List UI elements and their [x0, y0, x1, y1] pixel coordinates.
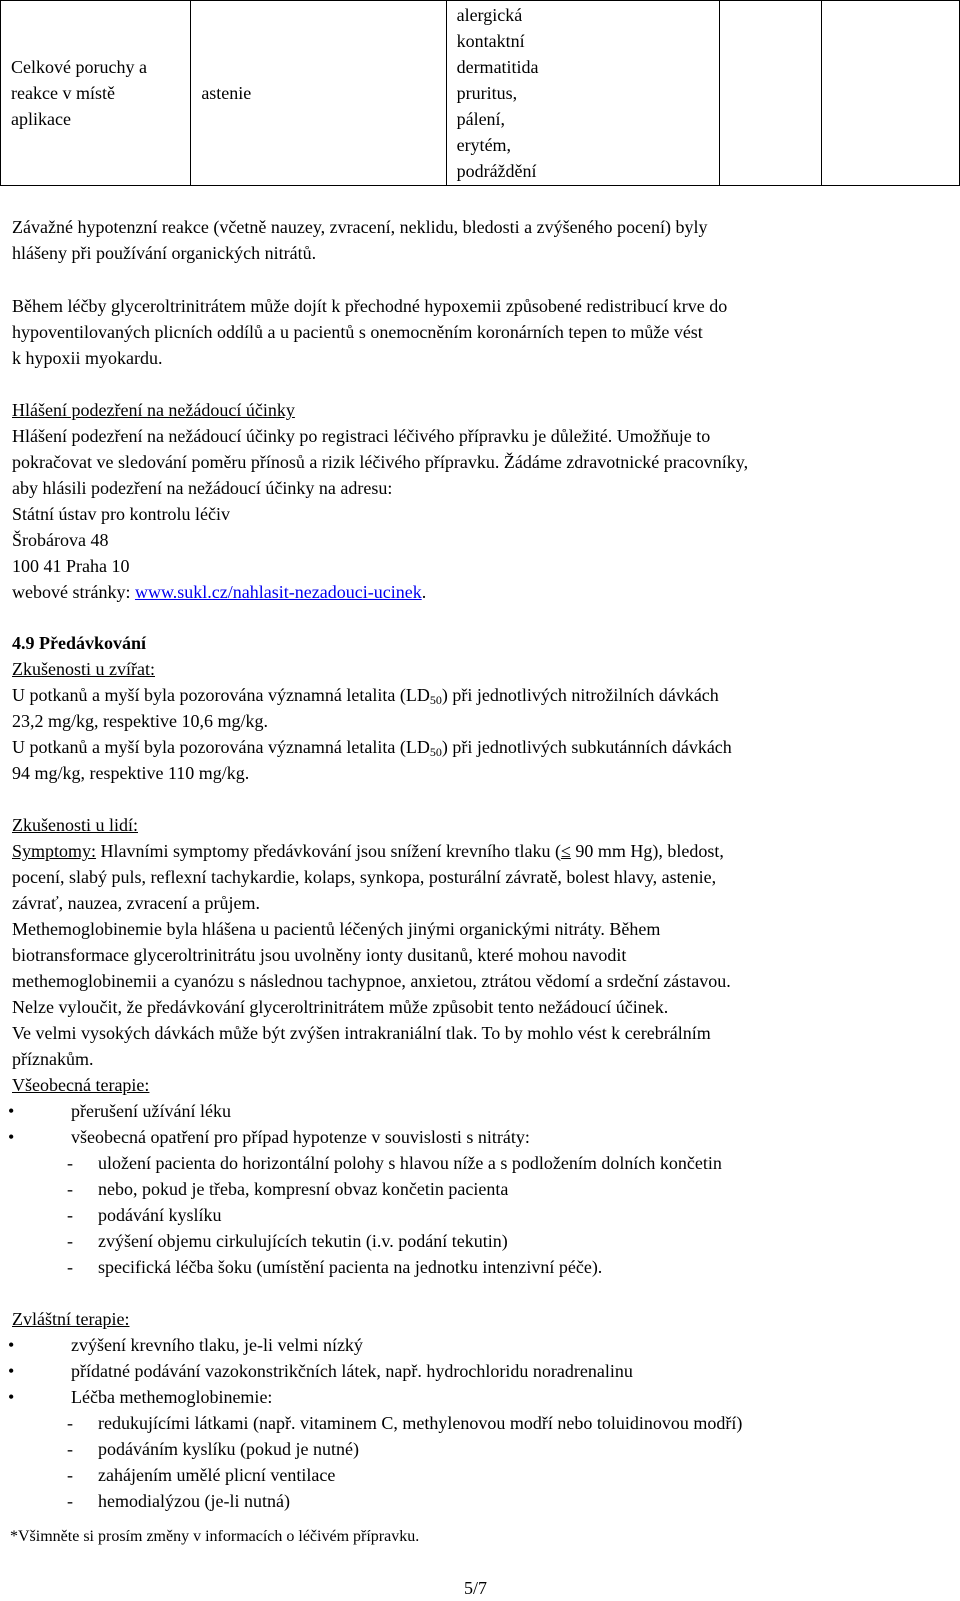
- table-row: [1, 1, 960, 186]
- reporting-web-line: webové stránky: www.sukl.cz/nahlasit-nezadouci-ucinek.: [12, 582, 427, 602]
- dash-icon: -: [67, 1413, 73, 1433]
- paragraph-line: závrať, nauzea, zvracení a průjem.: [12, 893, 261, 913]
- table-cell-col5: [821, 1, 959, 186]
- list-item: hemodialýzou (je-li nutná): [98, 1491, 290, 1511]
- list-item: přerušení užívání léku: [71, 1101, 231, 1121]
- list-item: redukujícími látkami (např. vitaminem C, methylenovou modří nebo toluidinovou modří): [98, 1413, 743, 1433]
- paragraph-line: k hypoxii myokardu.: [12, 348, 163, 368]
- list-item: zvýšení krevního tlaku, je-li velmi nízký: [71, 1335, 363, 1355]
- footer-note: *Všimněte si prosím změny v informacích o léčivém přípravku.: [10, 1528, 420, 1545]
- bullet-icon: •: [8, 1335, 15, 1355]
- paragraph-line: Nelze vyloučit, že předávkování glyceroltrinitrátem může způsobit tento nežádoucí účinek.: [12, 997, 669, 1017]
- general-therapy-heading: Všeobecná terapie:: [12, 1075, 150, 1095]
- paragraph-line: 23,2 mg/kg, respektive 10,6 mg/kg.: [12, 711, 268, 731]
- paragraph-line: 94 mg/kg, respektive 110 mg/kg.: [12, 763, 250, 783]
- paragraph-line: hypoventilovaných plicních oddílů a u pacientů s onemocněním koronárních tepen to může vést: [12, 322, 703, 342]
- dash-icon: -: [67, 1257, 73, 1277]
- paragraph-line: Methemoglobinemie byla hlášena u pacientů léčených jinými organickými nitráty. Během: [12, 919, 661, 939]
- bullet-icon: •: [8, 1127, 15, 1147]
- humans-heading: Zkušenosti u lidí:: [12, 815, 138, 835]
- paragraph-line: pocení, slabý puls, reflexní tachykardie, kolaps, synkopa, posturální závratě, bolest hlavy, astenie,: [12, 867, 717, 887]
- list-item: Léčba methemoglobinemie:: [71, 1387, 273, 1407]
- dash-icon: -: [67, 1231, 73, 1251]
- list-item: podáváním kyslíku (pokud je nutné): [98, 1439, 359, 1459]
- page-number: 5/7: [464, 1578, 488, 1598]
- table-cell-col4: [720, 1, 822, 186]
- paragraph-line: U potkanů a myší byla pozorována významná letalita $(LD_{50})$ při jednotlivých nitrožilních dávkách: [12, 685, 719, 707]
- list-item: zvýšení objemu cirkulujících tekutin (i.v. podání tekutin): [98, 1231, 508, 1251]
- reporting-line: pokračovat ve sledování poměru přínosů a rizik léčivého přípravku. Žádáme zdravotnické pracovníky,: [12, 452, 749, 472]
- dash-icon: -: [67, 1465, 73, 1485]
- paragraph-line: příznakům.: [12, 1049, 94, 1069]
- list-item: všeobecná opatření pro případ hypotenze v souvislosti s nitráty:: [71, 1127, 530, 1147]
- list-item: specifická léčba šoku (umístění pacienta na jednotku intenzivní péče).: [98, 1257, 603, 1277]
- bullet-icon: •: [8, 1361, 15, 1381]
- dash-icon: -: [67, 1439, 73, 1459]
- table-cell-category: Celkové poruchy a reakce v místě aplikace: [1, 1, 191, 186]
- dash-icon: -: [67, 1179, 73, 1199]
- dash-icon: -: [67, 1153, 73, 1173]
- reporting-line: Státní ústav pro kontrolu léčiv: [12, 504, 230, 524]
- paragraph-line: hlášeny při používání organických nitrátů.: [12, 243, 317, 263]
- list-item: nebo, pokud je třeba, kompresní obvaz končetin pacienta: [98, 1179, 509, 1199]
- table-cell-col2: astenie: [191, 1, 446, 186]
- symptoms-line: Symptomy: Hlavními symptomy předávkování jsou snížení krevního tlaku (≤ 90 mm Hg), bledost,: [12, 841, 724, 861]
- paragraph-line: methemoglobinemii a cyanózu s následnou tachypnoe, anxietou, ztrátou vědomí a srdeční zástavou.: [12, 971, 731, 991]
- reporting-line: Šrobárova 48: [12, 530, 109, 550]
- paragraph-line: U potkanů a myší byla pozorována významná letalita $(LD_{50})$ při jednotlivých subkutánních dávkách: [12, 737, 732, 759]
- reporting-web-link[interactable]: www.sukl.cz/nahlasit-nezadouci-ucinek: [134, 582, 422, 602]
- paragraph-line: Závažné hypotenzní reakce (včetně nauzey, zvracení, neklidu, bledosti a zvýšeného pocení) byly: [12, 217, 708, 237]
- paragraph-line: Během léčby glyceroltrinitrátem může dojít k přechodné hypoxemii způsobené redistribucí krve do: [12, 296, 728, 316]
- list-item: zahájením umělé plicní ventilace: [98, 1465, 336, 1485]
- adverse-effects-table: [0, 0, 960, 186]
- paragraph-line: biotransformace glyceroltrinitrátu jsou uvolněny ionty dusitanů, které mohou navodit: [12, 945, 627, 965]
- reporting-heading: Hlášení podezření na nežádoucí účinky: [12, 400, 295, 420]
- table-cell-col3: alergická kontaktní dermatitida pruritus, pálení, erytém, podráždění: [446, 1, 719, 186]
- bullet-icon: •: [8, 1101, 15, 1121]
- bullet-icon: •: [8, 1387, 15, 1407]
- dash-icon: -: [67, 1205, 73, 1225]
- paragraph-line: Ve velmi vysokých dávkách může být zvýšen intrakraniální tlak. To by mohlo vést k cerebrálním: [12, 1023, 711, 1043]
- reporting-line: Hlášení podezření na nežádoucí účinky po registraci léčivého přípravku je důležité. Umožňuje to: [12, 426, 711, 446]
- special-therapy-heading: Zvláštní terapie:: [12, 1309, 130, 1329]
- section-heading: 4.9 Předávkování: [12, 633, 147, 653]
- reporting-line: 100 41 Praha 10: [12, 556, 130, 576]
- list-item: podávání kyslíku: [98, 1205, 222, 1225]
- list-item: přídatné podávání vazokonstrikčních látek, např. hydrochloridu noradrenalinu: [71, 1361, 633, 1381]
- dash-icon: -: [67, 1491, 73, 1511]
- reporting-line: aby hlásili podezření na nežádoucí účinky na adresu:: [12, 478, 393, 498]
- animals-heading: Zkušenosti u zvířat:: [12, 659, 155, 679]
- list-item: uložení pacienta do horizontální polohy s hlavou níže a s podložením dolních končetin: [98, 1153, 722, 1173]
